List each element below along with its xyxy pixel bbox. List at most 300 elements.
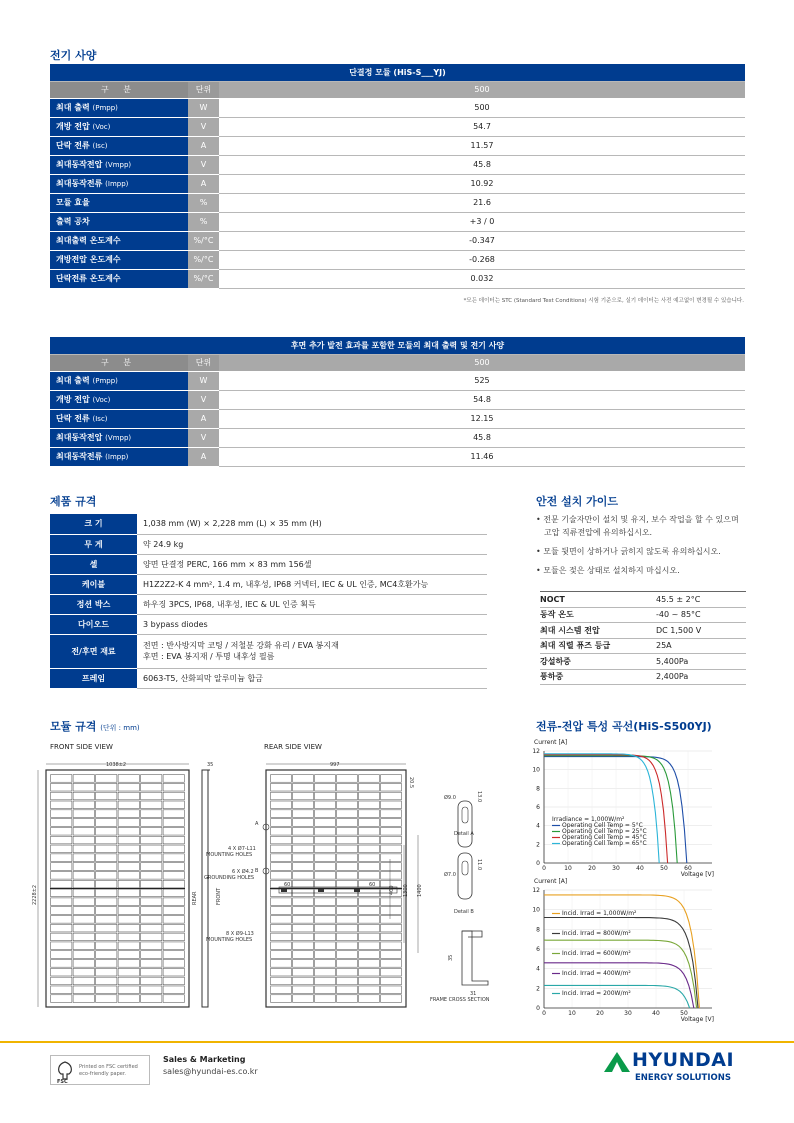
detail-a-l: 13.0: [476, 791, 482, 803]
solar-cell: [73, 836, 94, 844]
solar-cell: [73, 924, 94, 932]
spec-label-text: 개방 전압: [56, 395, 90, 404]
solar-cell: [51, 801, 72, 809]
spec-value: 21.6: [219, 193, 745, 212]
solar-cell: [163, 801, 184, 809]
solar-cell: [315, 775, 336, 783]
solar-cell: [141, 916, 162, 924]
dim-1300: 1300: [403, 884, 409, 897]
solar-cell: [73, 810, 94, 818]
solar-cell: [337, 986, 358, 994]
y-tick-label: 0: [536, 1005, 540, 1012]
safety-row: [540, 592, 746, 608]
solar-cell: [359, 933, 380, 941]
solar-cell: [271, 986, 292, 994]
solar-cell: [359, 960, 380, 968]
solar-cell: [73, 880, 94, 888]
frame-h: 35: [448, 954, 454, 961]
solar-cell: [96, 977, 117, 985]
solar-cell: [315, 783, 336, 791]
spec-row: [50, 428, 745, 447]
solar-cell: [96, 863, 117, 871]
solar-cell: [271, 968, 292, 976]
solar-cell: [315, 995, 336, 1003]
solar-cell: [118, 845, 139, 853]
solar-cell: [73, 898, 94, 906]
solar-cell: [315, 968, 336, 976]
solar-cell: [381, 907, 402, 915]
solar-cell: [118, 933, 139, 941]
y-tick-label: 4: [536, 822, 540, 830]
spec-label: [50, 117, 188, 136]
dim-1400: 1400: [417, 884, 423, 897]
side-view: [192, 762, 222, 1007]
solar-cell: [118, 801, 139, 809]
solar-cell: [163, 916, 184, 924]
solar-cell: [271, 836, 292, 844]
solar-cell: [163, 977, 184, 985]
solar-cell: [51, 986, 72, 994]
detail-a-label: Detail A: [454, 831, 474, 837]
rear-top-label: 20.5: [408, 777, 414, 789]
solar-cell: [359, 801, 380, 809]
solar-cell: [293, 924, 314, 932]
solar-cell: [141, 889, 162, 897]
dim-60a: 60: [284, 882, 291, 888]
solar-cell: [141, 907, 162, 915]
spec-unit: A: [188, 174, 219, 193]
solar-cell: [141, 810, 162, 818]
spec-unit: A: [188, 447, 219, 466]
solar-cell: [141, 836, 162, 844]
solar-cell: [163, 986, 184, 994]
solar-cell: [73, 977, 94, 985]
safety-row: [540, 623, 746, 639]
solar-cell: [359, 907, 380, 915]
solar-cell: [315, 986, 336, 994]
spec-unit: %: [188, 193, 219, 212]
col-item: 구 분: [50, 81, 188, 98]
solar-cell: [359, 819, 380, 827]
solar-cell: [73, 942, 94, 950]
solar-cell: [73, 827, 94, 835]
solar-cell: [141, 995, 162, 1003]
hyundai-logo: [604, 1051, 746, 1085]
product-value: [137, 614, 487, 634]
spec-unit: W: [188, 98, 219, 117]
safety-value: 2,400Pa: [656, 669, 746, 685]
spec-row: [50, 212, 745, 231]
solar-cell: [141, 783, 162, 791]
spec-row: [50, 390, 745, 409]
solar-cell: [359, 783, 380, 791]
product-value-text: H1Z2Z2-K 4 mm², 1.4 m, 내후성, IP68 커넥터, IEC & UL 인증, MC4호환가능: [143, 579, 429, 589]
product-row: [50, 668, 487, 688]
product-row: [50, 514, 487, 534]
solar-cell: [315, 836, 336, 844]
solar-cell: [96, 827, 117, 835]
product-label: 무 게: [50, 534, 137, 554]
solar-cell: [381, 845, 402, 853]
spec-label-text: 개방 전압: [56, 122, 90, 131]
solar-cell: [118, 916, 139, 924]
solar-cell: [96, 951, 117, 959]
solar-cell: [337, 783, 358, 791]
bifacial-header: 후면 추가 발전 효과를 포함한 모듈의 최대 출력 및 전기 사양: [50, 337, 745, 354]
solar-cell: [51, 775, 72, 783]
dims-unit-note: (단위 : mm): [100, 724, 140, 732]
solar-cell: [51, 907, 72, 915]
solar-cell: [381, 871, 402, 879]
solar-cell: [96, 854, 117, 862]
safety-row: [540, 654, 746, 670]
solar-cell: [141, 960, 162, 968]
solar-cell: [271, 995, 292, 1003]
solar-cell: [73, 907, 94, 915]
x-tick-label: 30: [612, 865, 620, 872]
spec-label-sub: (Vmpp): [105, 161, 132, 169]
solar-cell: [96, 871, 117, 879]
solar-cell: [293, 942, 314, 950]
model-header: 단결정 모듈 (HiS-S___YJ): [50, 64, 745, 81]
x-tick-label: 20: [596, 1010, 604, 1017]
solar-cell: [359, 775, 380, 783]
solar-cell: [141, 775, 162, 783]
solar-cell: [381, 960, 402, 968]
solar-cell: [359, 854, 380, 862]
safety-key: 최대 시스템 전압: [540, 623, 656, 639]
solar-cell: [337, 801, 358, 809]
safety-key: 최대 직렬 퓨즈 등급: [540, 638, 656, 654]
solar-cell: [141, 986, 162, 994]
logo-triangle-icon: [604, 1052, 630, 1072]
iv-chart-irradiance: [530, 874, 750, 1032]
solar-cell: [293, 907, 314, 915]
solar-cell: [96, 907, 117, 915]
solar-cell: [141, 854, 162, 862]
solar-cell: [163, 924, 184, 932]
solar-cell: [293, 775, 314, 783]
solar-cell: [118, 880, 139, 888]
mount-holes2-label: MOUNTING HOLES: [206, 937, 253, 943]
solar-cell: [96, 775, 117, 783]
solar-cell: [337, 977, 358, 985]
solar-cell: [315, 916, 336, 924]
detail-b-label: Detail B: [454, 909, 474, 915]
spec-value: 54.8: [219, 390, 745, 409]
solar-cell: [141, 898, 162, 906]
solar-cell: [271, 898, 292, 906]
solar-cell: [163, 827, 184, 835]
spec-row: [50, 250, 745, 269]
solar-cell: [118, 827, 139, 835]
legend-entry: Operating Cell Temp = 45°C: [562, 834, 647, 841]
solar-cell: [293, 783, 314, 791]
dims-title-text: 모듈 규격: [50, 720, 97, 733]
product-row: [50, 534, 487, 554]
solar-cell: [73, 792, 94, 800]
solar-cell: [293, 951, 314, 959]
product-value: [137, 574, 487, 594]
y-tick-label: 12: [532, 887, 540, 894]
solar-cell: [141, 933, 162, 941]
safety-key: 풍하중: [540, 669, 656, 685]
legend-title: Irradiance = 1,000W/m²: [552, 816, 625, 823]
solar-cell: [51, 783, 72, 791]
solar-cell: [293, 977, 314, 985]
solar-cell: [141, 880, 162, 888]
solar-cell: [381, 854, 402, 862]
solar-cell: [118, 863, 139, 871]
safety-guides: [536, 513, 746, 583]
solar-cell: [271, 933, 292, 941]
solar-cell: [381, 951, 402, 959]
solar-cell: [73, 854, 94, 862]
front-text: FRONT: [216, 887, 222, 905]
safety-key: NOCT: [540, 592, 656, 608]
solar-cell: [293, 933, 314, 941]
x-tick-label: 40: [636, 865, 644, 872]
product-label: 프레임: [50, 668, 137, 688]
spec-row: [50, 447, 745, 466]
solar-cell: [96, 916, 117, 924]
product-row: [50, 554, 487, 574]
solar-cell: [359, 827, 380, 835]
solar-cell: [271, 942, 292, 950]
solar-cell: [359, 995, 380, 1003]
solar-cell: [359, 977, 380, 985]
solar-cell: [381, 775, 402, 783]
solar-cell: [141, 863, 162, 871]
solar-cell: [141, 827, 162, 835]
product-row: [50, 574, 487, 594]
solar-cell: [337, 951, 358, 959]
solar-cell: [337, 854, 358, 862]
solar-cell: [163, 775, 184, 783]
col-item: 구 분: [50, 354, 188, 371]
solar-cell: [315, 845, 336, 853]
y-tick-label: 8: [536, 926, 540, 934]
spec-label-text: 단락 전류: [56, 414, 90, 423]
mount-holes: 4 X Ø7-L11: [228, 846, 256, 852]
solar-cell: [359, 951, 380, 959]
solar-cell: [271, 871, 292, 879]
solar-cell: [271, 845, 292, 853]
safety-value: 25A: [656, 638, 746, 654]
solar-cell: [337, 907, 358, 915]
spec-row: [50, 269, 745, 288]
solar-cell: [141, 942, 162, 950]
solar-cell: [51, 960, 72, 968]
spec-unit: %: [188, 212, 219, 231]
detail-a-d: Ø9.0: [444, 795, 456, 801]
solar-cell: [381, 916, 402, 924]
solar-cell: [359, 916, 380, 924]
fsc-tree-icon: [54, 1059, 76, 1083]
solar-cell: [315, 907, 336, 915]
solar-cell: [73, 951, 94, 959]
solar-cell: [381, 792, 402, 800]
spec-unit: V: [188, 390, 219, 409]
solar-cell: [381, 898, 402, 906]
solar-cell: [163, 792, 184, 800]
spec-value: 525: [219, 371, 745, 390]
solar-cell: [96, 960, 117, 968]
spec-label-sub: (Impp): [105, 453, 129, 461]
x-axis-label: Voltage [V]: [680, 1016, 714, 1023]
solar-cell: [315, 871, 336, 879]
guide-item: • 모듈 뒷면이 상하거나 긁히지 않도록 유의하십시오.: [536, 547, 721, 556]
legend-entry: Incid. Irrad = 600W/m²: [562, 950, 631, 957]
x-tick-label: 10: [568, 1010, 576, 1017]
solar-cell: [73, 889, 94, 897]
spec-row: [50, 98, 745, 117]
spec-value: 11.57: [219, 136, 745, 155]
solar-cell: [73, 960, 94, 968]
product-row: [50, 614, 487, 634]
solar-cell: [359, 986, 380, 994]
product-value: [137, 634, 487, 668]
product-value-text: 1,038 mm (W) × 2,228 mm (L) × 35 mm (H): [143, 519, 322, 529]
solar-cell: [381, 942, 402, 950]
sales-title: Sales & Marketing: [163, 1055, 246, 1064]
spec-label-text: 최대 출력: [56, 103, 90, 112]
safety-row: [540, 607, 746, 623]
solar-cell: [73, 783, 94, 791]
spec-label: [50, 212, 188, 231]
solar-cell: [381, 977, 402, 985]
solar-cell: [96, 845, 117, 853]
spec-value: 45.8: [219, 155, 745, 174]
x-axis-label: Voltage [V]: [680, 871, 714, 878]
safety-title: 안전 설치 가이드: [536, 495, 619, 508]
spec-label: [50, 174, 188, 193]
solar-cell: [337, 775, 358, 783]
rear-text: REAR: [192, 891, 198, 905]
front-view: [32, 762, 189, 1007]
solar-cell: [337, 792, 358, 800]
spec-value: -0.268: [219, 250, 745, 269]
ground-holes-label: GROUNDING HOLES: [204, 875, 255, 881]
solar-cell: [51, 898, 72, 906]
spec-label-text: 최대 출력: [56, 376, 90, 385]
solar-cell: [118, 924, 139, 932]
front-width-label: 1038±2: [106, 762, 127, 768]
solar-cell: [163, 968, 184, 976]
x-tick-label: 60: [684, 865, 692, 872]
solar-cell: [381, 933, 402, 941]
solar-cell: [337, 995, 358, 1003]
solar-cell: [315, 898, 336, 906]
spec-label: [50, 269, 188, 288]
solar-cell: [118, 889, 139, 897]
solar-cell: [141, 819, 162, 827]
spec-label-text: 단락전류 온도계수: [56, 274, 121, 283]
col-unit: 단위: [188, 81, 219, 98]
spec-label: [50, 250, 188, 269]
solar-cell: [141, 871, 162, 879]
solar-cell: [96, 801, 117, 809]
solar-cell: [96, 933, 117, 941]
y-tick-label: 6: [536, 804, 540, 811]
solar-cell: [293, 792, 314, 800]
product-label: 케이블: [50, 574, 137, 594]
solar-cell: [315, 942, 336, 950]
sales-email[interactable]: sales@hyundai-es.co.kr: [163, 1067, 258, 1076]
solar-cell: [337, 871, 358, 879]
x-tick-label: 0: [542, 1010, 546, 1017]
front-height-label: 2228±2: [32, 884, 38, 905]
solar-cell: [118, 819, 139, 827]
solar-cell: [293, 845, 314, 853]
detail-b: [444, 853, 482, 915]
solar-cell: [73, 863, 94, 871]
spec-row: [50, 117, 745, 136]
solar-cell: [163, 783, 184, 791]
solar-cell: [381, 924, 402, 932]
solar-cell: [381, 863, 402, 871]
spec-label-text: 단락 전류: [56, 141, 90, 150]
safety-value: 45.5 ± 2°C: [656, 592, 746, 608]
solar-cell: [271, 827, 292, 835]
rear-width-label: 997: [330, 762, 340, 768]
fsc-line2: eco-friendly paper.: [79, 1071, 127, 1077]
legend-entry: Operating Cell Temp = 25°C: [562, 828, 647, 835]
solar-cell: [141, 951, 162, 959]
solar-cell: [51, 880, 72, 888]
x-tick-label: 50: [660, 865, 668, 872]
brand-sub: ENERGY SOLUTIONS: [635, 1073, 731, 1083]
solar-cell: [118, 986, 139, 994]
legend-entry: Incid. Irrad = 1,000W/m²: [562, 910, 637, 917]
solar-cell: [118, 775, 139, 783]
solar-cell: [271, 951, 292, 959]
product-value: [137, 514, 487, 534]
solar-cell: [293, 871, 314, 879]
legend-entry: Incid. Irrad = 800W/m²: [562, 930, 631, 937]
spec-value: 10.92: [219, 174, 745, 193]
solar-cell: [141, 792, 162, 800]
fsc-mark: FSC: [57, 1079, 68, 1083]
spec-label: [50, 390, 188, 409]
spec-label: [50, 409, 188, 428]
spec-label-text: 개방전압 온도계수: [56, 255, 121, 264]
solar-cell: [293, 916, 314, 924]
legend-entry: Operating Cell Temp = 5°C: [562, 822, 643, 829]
solar-cell: [337, 960, 358, 968]
solar-cell: [163, 951, 184, 959]
frame-cross-section: [430, 931, 490, 1003]
solar-cell: [73, 845, 94, 853]
solar-cell: [163, 871, 184, 879]
safety-value: -40 ~ 85°C: [656, 607, 746, 623]
y-tick-label: 10: [532, 766, 540, 774]
product-label: 셀: [50, 554, 137, 574]
spec-label: [50, 98, 188, 117]
solar-cell: [359, 871, 380, 879]
solar-cell: [51, 854, 72, 862]
solar-cell: [271, 960, 292, 968]
col-value: 500: [219, 354, 745, 371]
solar-cell: [271, 854, 292, 862]
solar-cell: [381, 836, 402, 844]
spec-value: 0.032: [219, 269, 745, 288]
solar-cell: [51, 977, 72, 985]
solar-cell: [163, 863, 184, 871]
product-row: [50, 594, 487, 614]
solar-cell: [51, 933, 72, 941]
spec-label-text: 최대동작전압: [56, 433, 103, 442]
